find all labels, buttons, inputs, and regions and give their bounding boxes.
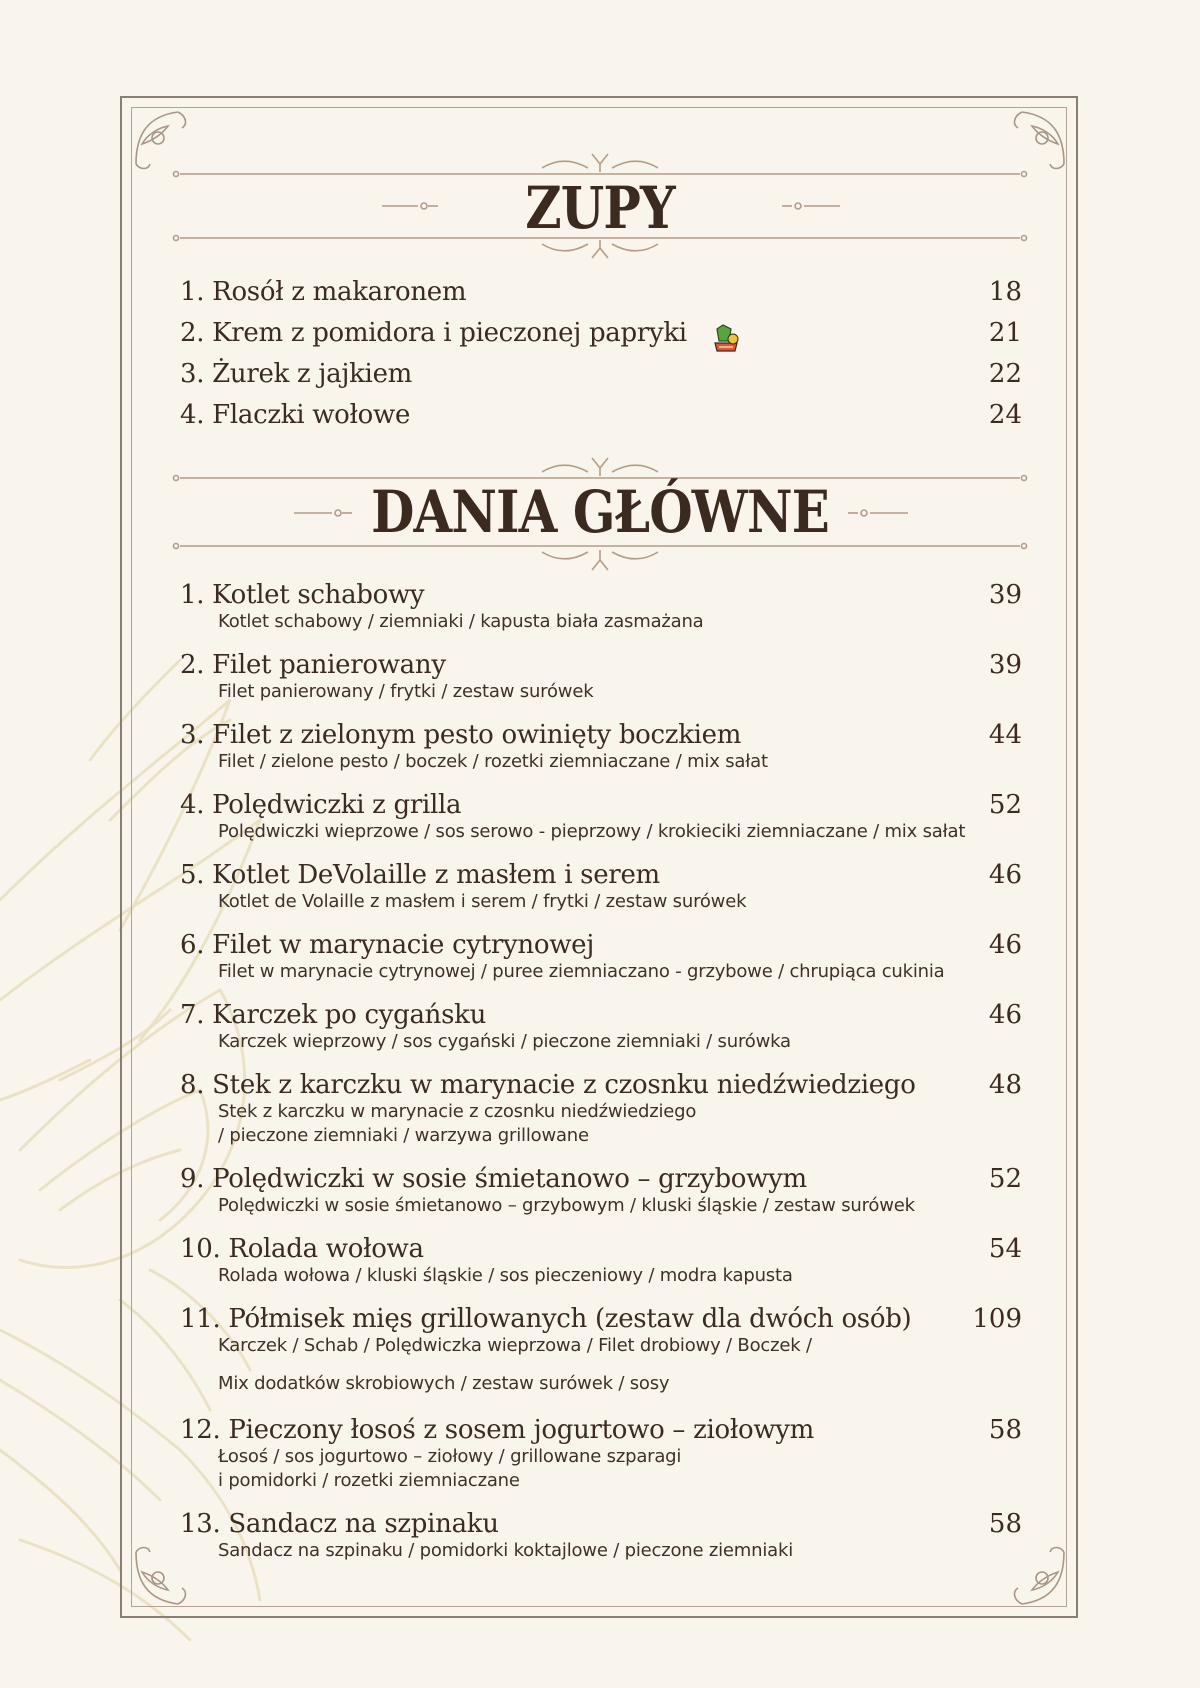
list-item [180,1304,1022,1396]
item-description: / pieczone ziemniaki / warzywa grillowane [218,1125,589,1146]
list-item [180,400,1022,430]
item-description: Łosoś / sos jogurtowo – ziołowy / grillowane szparagi [218,1446,682,1467]
list-item [180,930,1022,984]
list-item [180,790,1022,844]
list-item [180,1164,1022,1218]
item-name: 6. Filet w marynacie cytrynowej [180,930,595,960]
item-description: Polędwiczki wieprzowe / sos serowo - pieprzowy / krokieciki ziemniaczane / mix sałat [218,821,966,842]
item-price: 22 [988,359,1022,389]
item-description: Filet w marynacie cytrynowej / puree ziemniaczano - grzybowe / chrupiąca cukinia [218,961,945,982]
item-name: 7. Karczek po cygańsku [180,1000,487,1030]
section-title-zupy: ZUPY [525,174,675,242]
item-description: Filet / zielone pesto / boczek / rozetki ziemniaczane / mix sałat [218,751,768,772]
list-item [180,580,1022,634]
item-price: 44 [988,720,1022,750]
item-description: i pomidorki / rozetki ziemniaczane [218,1470,520,1491]
item-description: Mix dodatków skrobiowych / zestaw surówek / sosy [218,1373,670,1394]
item-description: Filet panierowany / frytki / zestaw surówek [218,681,594,702]
item-description: Rolada wołowa / kluski śląskie / sos pieczeniowy / modra kapusta [218,1265,793,1286]
item-name: 1. Rosół z makaronem [180,277,467,307]
item-description: Karczek wieprzowy / sos cygański / pieczone ziemniaki / surówka [218,1031,791,1052]
item-name: 11. Półmisek mięs grillowanych (zestaw dla dwóch osób) [180,1304,912,1334]
item-price: 52 [988,790,1022,820]
item-price: 54 [988,1234,1022,1264]
item-description: Kotlet schabowy / ziemniaki / kapusta biała zasmażana [218,611,704,632]
item-name: 10. Rolada wołowa [180,1234,424,1264]
list-item [180,1000,1022,1054]
list-item [180,650,1022,704]
list-item [180,720,1022,774]
item-name: 4. Flaczki wołowe [180,400,411,430]
item-description: Kotlet de Volaille z masłem i serem / frytki / zestaw surówek [218,891,747,912]
item-name: 13. Sandacz na szpinaku [180,1509,499,1539]
list-item [180,1415,1022,1493]
item-price: 48 [988,1070,1022,1100]
list-item [180,860,1022,914]
item-name: 4. Polędwiczki z grilla [180,790,462,820]
item-price: 46 [988,860,1022,890]
item-price: 21 [988,318,1022,348]
item-name: 3. Filet z zielonym pesto owinięty boczkiem [180,720,742,750]
item-description: Karczek / Schab / Polędwiczka wieprzowa / Filet drobiowy / Boczek / [218,1335,812,1356]
item-price: 18 [988,277,1022,307]
item-description: Polędwiczki w sosie śmietanowo – grzybowym / kluski śląskie / zestaw surówek [218,1195,915,1216]
list-item [180,1234,1022,1288]
item-name: 1. Kotlet schabowy [180,580,425,610]
item-price: 58 [988,1415,1022,1445]
list-item [180,1070,1022,1148]
list-item [180,277,1022,307]
item-description: Stek z karczku w marynacie z czosnku niedźwiedziego [218,1101,697,1122]
list-item [180,318,1022,353]
item-description: Sandacz na szpinaku / pomidorki koktajlowe / pieczone ziemniaki [218,1540,793,1561]
item-name: 9. Polędwiczki w sosie śmietanowo – grzybowym [180,1164,807,1194]
section-title-dania-glowne: DANIA GŁÓWNE [371,478,829,546]
item-price: 109 [972,1304,1022,1334]
list-item [180,359,1022,389]
vegetables-icon [709,321,743,353]
item-price: 52 [988,1164,1022,1194]
item-name: 2. Filet panierowany [180,650,446,680]
item-name: 5. Kotlet DeVolaille z masłem i serem [180,860,660,890]
item-name: 12. Pieczony łosoś z sosem jogurtowo – ziołowym [180,1415,815,1445]
item-name: 2. Krem z pomidora i pieczonej papryki [180,318,687,348]
item-price: 39 [988,650,1022,680]
item-name: 3. Żurek z jajkiem [180,359,413,389]
list-item [180,1509,1022,1563]
item-price: 24 [988,400,1022,430]
item-name: 8. Stek z karczku w marynacie z czosnku niedźwiedziego [180,1070,916,1100]
item-price: 46 [988,930,1022,960]
item-price: 39 [988,580,1022,610]
item-price: 58 [988,1509,1022,1539]
item-price: 46 [988,1000,1022,1030]
